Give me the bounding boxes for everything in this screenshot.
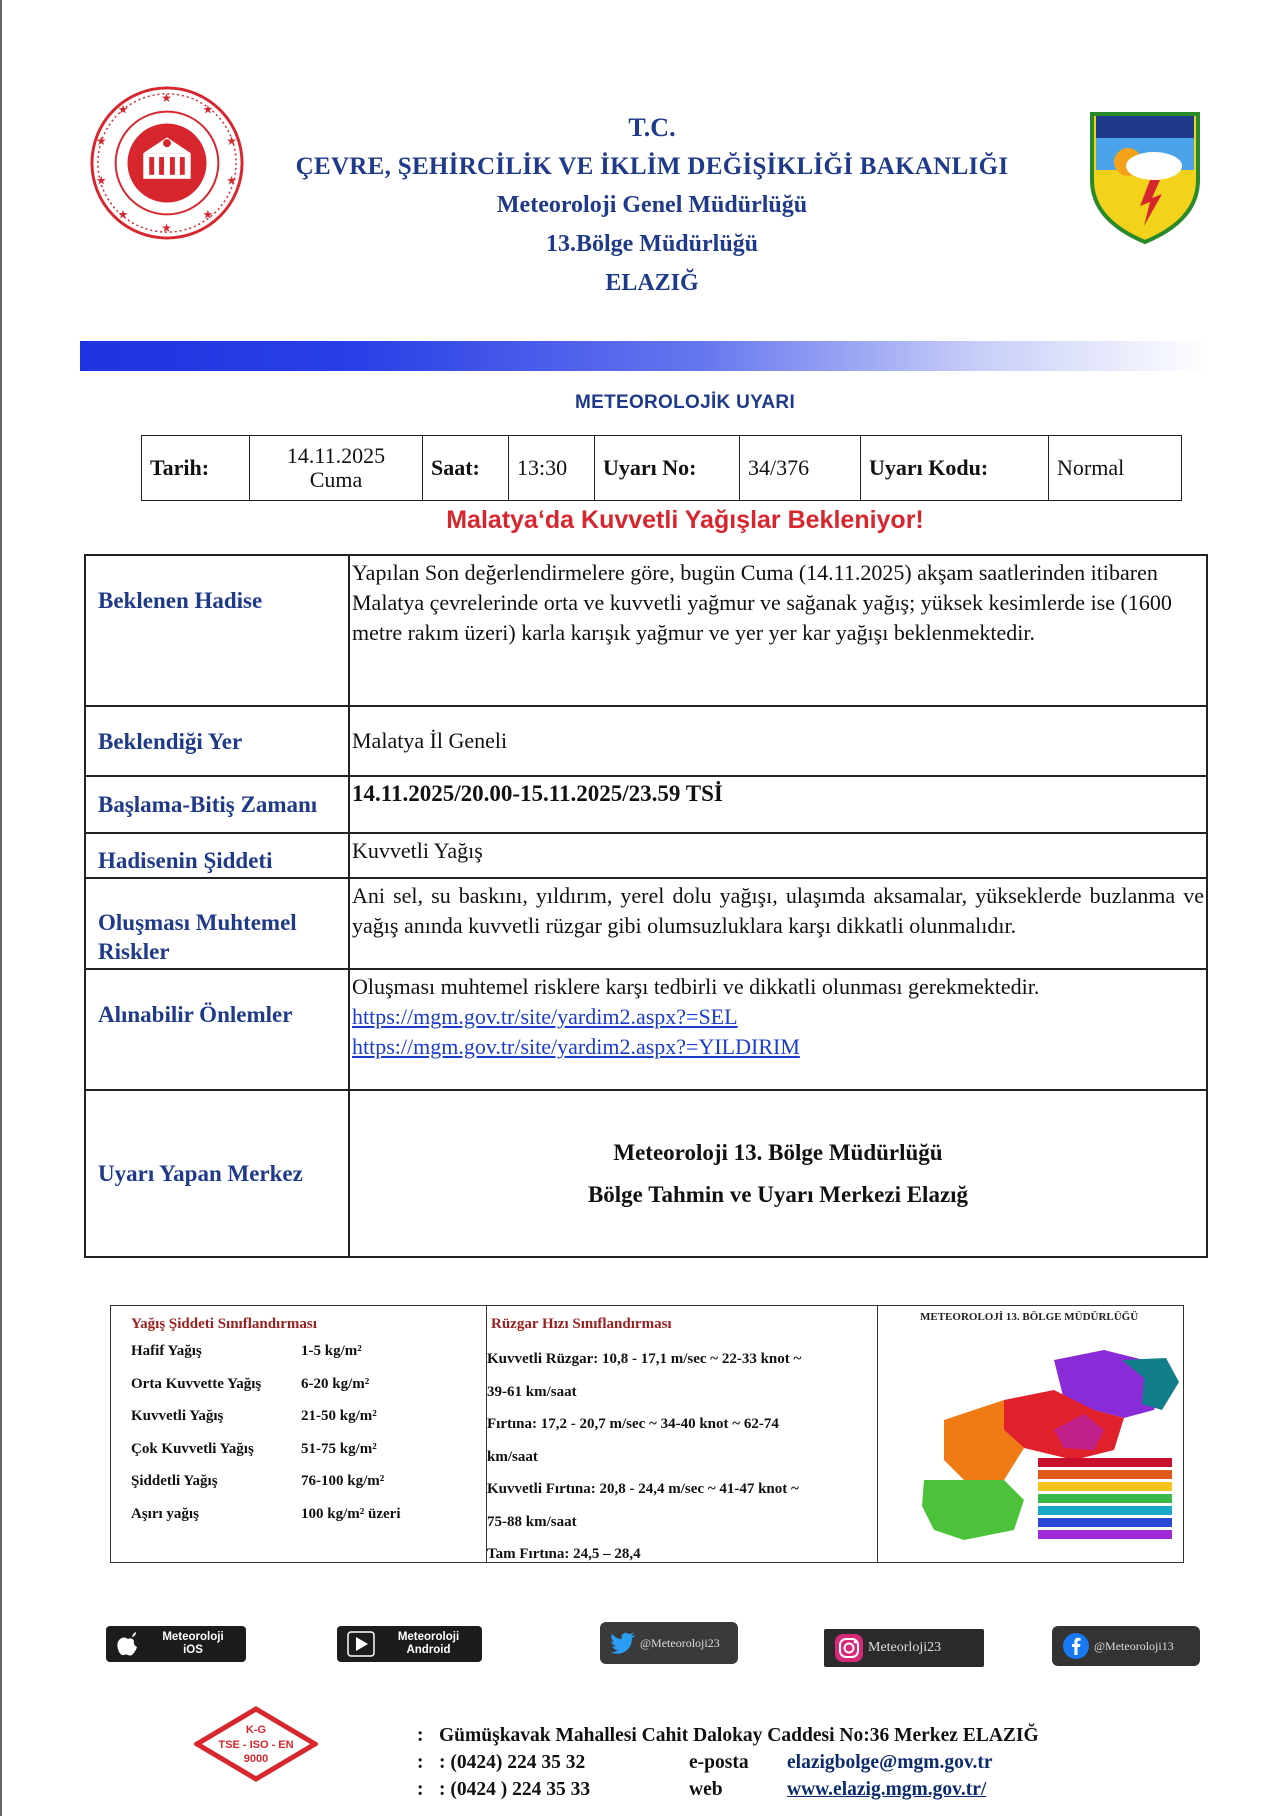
footer-address: Gümüşkavak Mahallesi Cahit Dalokay Caddesi No:36 Merkez ELAZIĞ: [439, 1724, 1039, 1746]
header-directorate: Meteoroloji Genel Müdürlüğü: [496, 192, 808, 218]
meteoroloji-shield-logo: [1088, 110, 1202, 246]
svg-text:★: ★: [226, 134, 237, 149]
warning-details-table: [84, 554, 1208, 1258]
android-button-line2: Android: [406, 1644, 451, 1656]
table-row: [86, 879, 1206, 970]
instagram-icon: [834, 1633, 864, 1663]
rain-class-name: Orta Kuvvette Yağış: [131, 1375, 262, 1392]
footer-email[interactable]: elazigbolge@mgm.gov.tr: [787, 1751, 993, 1773]
ministry-seal-logo: [88, 84, 246, 242]
rain-class-name: Şiddetli Yağış: [131, 1473, 218, 1489]
wind-classification-title: Rüzgar Hızı Sınıflandırması: [491, 1316, 672, 1332]
facebook-icon: [1062, 1632, 1090, 1660]
wind-class-line: Fırtına: 17,2 - 20,7 m/sec ~ 34-40 knot ~ 62-74: [487, 1416, 779, 1432]
svg-text:★: ★: [202, 102, 214, 117]
time-range-value: 14.11.2025/20.00-15.11.2025/23.59 TSİ: [352, 781, 723, 806]
header-ministry: ÇEVRE, ŞEHİRCİLİK VE İKLİM DEĞİŞİKLİĞİ BAKANLIĞI: [295, 153, 1009, 180]
table-row: [86, 970, 1206, 1091]
rain-classification-title: Yağış Şiddeti Sınıflandırması: [131, 1316, 317, 1332]
list-item: [131, 1506, 474, 1539]
rain-class-name: Hafif Yağış: [131, 1343, 202, 1359]
table-row: [86, 834, 1206, 879]
wind-class-line: Kuvvetli Rüzgar: 10,8 - 17,1 m/sec ~ 22-33 knot ~: [487, 1351, 802, 1367]
warning-no-value: 34/376: [740, 436, 861, 500]
header-tc: T.C.: [628, 113, 676, 142]
footer-phone-row: [417, 1749, 1039, 1776]
ios-button-text: [140, 1631, 246, 1657]
day-value: Cuma: [309, 467, 363, 492]
table-row: [86, 707, 1206, 777]
date-value: 14.11.2025: [286, 443, 386, 468]
rain-class-value: 1-5 kg/m²: [301, 1343, 362, 1359]
wind-class-line: Kuvvetli Fırtına: 20,8 - 24,4 m/sec ~ 41-47 knot ~: [487, 1481, 799, 1497]
measures-cell: [350, 970, 1206, 1089]
footer-web-link[interactable]: www.elazig.mgm.gov.tr/: [787, 1778, 987, 1800]
footer-email-label: e-posta: [689, 1751, 749, 1773]
table-row: [86, 556, 1206, 707]
header-city: ELAZIĞ: [605, 270, 699, 296]
lightning-help-link[interactable]: https://mgm.gov.tr/site/yardim2.aspx?=YILDIRIM: [352, 1034, 800, 1059]
tse-iso-logo: [194, 1706, 318, 1782]
rain-class-name: Kuvvetli Yağış: [131, 1408, 224, 1424]
android-button-line1: Meteoroloji: [397, 1631, 460, 1643]
footer-web-label: web: [689, 1778, 723, 1800]
list-item: [131, 1343, 474, 1376]
footer-separator: :: [417, 1751, 424, 1773]
rain-class-value: 6-20 kg/m²: [301, 1375, 370, 1392]
list-item: [131, 1473, 474, 1506]
list-item: [131, 1376, 474, 1409]
facebook-button[interactable]: [1052, 1626, 1200, 1666]
footer-separator: :: [417, 1724, 424, 1746]
date-cell: [250, 436, 423, 500]
region-map-panel: [878, 1306, 1183, 1562]
rain-class-value: 76-100 kg/m²: [301, 1473, 385, 1489]
region-map-image: [904, 1330, 1184, 1558]
instagram-button[interactable]: [824, 1629, 984, 1667]
expected-event-label: Beklenen Hadise: [86, 556, 350, 705]
svg-text:★: ★: [95, 173, 107, 188]
footer-phone: : (0424) 224 35 32: [439, 1751, 586, 1773]
android-app-button[interactable]: [337, 1626, 482, 1662]
svg-text:★: ★: [202, 207, 214, 222]
svg-text:★: ★: [161, 221, 172, 236]
rain-classification: [111, 1306, 487, 1562]
table-row: [86, 1091, 1206, 1256]
severity-value: Kuvvetli Yağış: [352, 838, 483, 863]
warning-code-value: Normal: [1057, 455, 1125, 480]
rain-class-name: Çok Kuvvetli Yağış: [131, 1440, 254, 1457]
center-line1: Meteoroloji 13. Bölge Müdürlüğü: [613, 1139, 943, 1165]
warning-info-table: [141, 435, 1182, 501]
twitter-button[interactable]: [600, 1622, 738, 1664]
center-cell: [350, 1091, 1206, 1256]
warning-title: METEOROLOJİK UYARI: [574, 392, 796, 413]
place-value: Malatya İl Geneli: [352, 728, 508, 753]
wind-class-line: km/saat: [487, 1448, 538, 1465]
facebook-handle: @Meteoroloji13: [1094, 1638, 1174, 1653]
classification-box: [110, 1305, 1184, 1563]
wind-classification: [487, 1306, 878, 1562]
tse-line1: K-G: [245, 1724, 267, 1736]
list-item: [131, 1408, 474, 1441]
ios-button-line2: iOS: [183, 1644, 203, 1656]
measures-label: Alınabilir Önlemler: [86, 970, 350, 1089]
apple-icon: [116, 1631, 140, 1657]
time-value: 13:30: [509, 436, 595, 500]
wind-class-line: 75-88 km/saat: [487, 1513, 577, 1530]
header-region: 13.Bölge Müdürlüğü: [545, 231, 759, 257]
time-label: Saat:: [423, 436, 509, 500]
warning-no-label: Uyarı No:: [595, 436, 740, 500]
risks-label: Oluşması Muhtemel Riskler: [86, 879, 350, 968]
ios-app-button[interactable]: [106, 1626, 246, 1662]
rain-class-value: 100 kg/m² üzeri: [301, 1505, 401, 1522]
risks-value: Ani sel, su baskını, yıldırım, yerel dolu yağışı, ulaşımda aksamalar, yükseklerde buzlanma ve yağış anında kuvvetli rüzgar gibi olumsuzluklara karşı dikkatli olunmalıdır.: [352, 883, 1204, 938]
svg-text:★: ★: [117, 207, 129, 222]
date-label: Tarih:: [142, 436, 250, 500]
region-map-title: METEOROLOJİ 13. BÖLGE MÜDÜRLÜĞÜ: [920, 1311, 1139, 1323]
measures-value: Oluşması muhtemel risklere karşı tedbirli ve dikkatli olunması gerekmektedir.: [352, 974, 1040, 999]
warning-code-label: Uyarı Kodu:: [861, 436, 1049, 500]
place-label: Beklendiği Yer: [86, 707, 350, 775]
rain-class-value: 51-75 kg/m²: [301, 1440, 377, 1457]
svg-text:★: ★: [117, 102, 129, 117]
footer-separator: :: [417, 1778, 424, 1800]
instagram-handle: Meteorloji23: [868, 1640, 942, 1655]
twitter-handle: @Meteoroloji23: [640, 1635, 720, 1650]
tse-line2: TSE - ISO - EN: [218, 1739, 294, 1751]
center-line2: Bölge Tahmin ve Uyarı Merkezi Elazığ: [587, 1181, 969, 1207]
header-block: [262, 108, 1042, 303]
rain-class-value: 21-50 kg/m²: [301, 1408, 377, 1424]
ios-button-line1: Meteoroloji: [162, 1631, 224, 1643]
list-item: [131, 1441, 474, 1474]
play-store-icon: [347, 1631, 375, 1657]
footer-fax: : (0424 ) 224 35 33: [439, 1778, 591, 1800]
header-gradient-bar: [80, 341, 1210, 371]
wind-class-line: 39-61 km/saat: [487, 1383, 577, 1400]
android-button-text: [375, 1631, 482, 1657]
time-range-label: Başlama-Bitiş Zamanı: [86, 777, 350, 832]
tse-line3: 9000: [243, 1753, 269, 1765]
flood-help-link[interactable]: https://mgm.gov.tr/site/yardim2.aspx?=SEL: [352, 1004, 738, 1029]
svg-text:★: ★: [226, 173, 237, 188]
svg-text:★: ★: [95, 134, 107, 149]
warning-headline: Malatya‘da Kuvvetli Yağışlar Bekleniyor!: [446, 506, 924, 534]
table-row: [86, 777, 1206, 834]
severity-label: Hadisenin Şiddeti: [86, 834, 350, 877]
twitter-bird-icon: [610, 1632, 636, 1654]
footer-contact: [417, 1722, 1039, 1803]
expected-event-value: Yapılan Son değerlendirmelere göre, bugün Cuma (14.11.2025) akşam saatlerinden itibaren Malatya çevrelerinde orta ve kuvvetli yağmur ve sağanak yağış; yüksek kesimlerde ise (1600 metre rakım üzeri) karla karışık yağmur ve yer yer kar yağışı beklenmektedir.: [352, 560, 1172, 645]
center-label: Uyarı Yapan Merkez: [86, 1091, 350, 1256]
svg-text:★: ★: [161, 90, 172, 105]
footer-fax-row: [417, 1776, 1039, 1803]
wind-class-line: Tam Fırtına: 24,5 – 28,4: [487, 1546, 641, 1562]
footer-address-row: [417, 1722, 1039, 1749]
rain-class-name: Aşırı yağış: [131, 1505, 199, 1522]
